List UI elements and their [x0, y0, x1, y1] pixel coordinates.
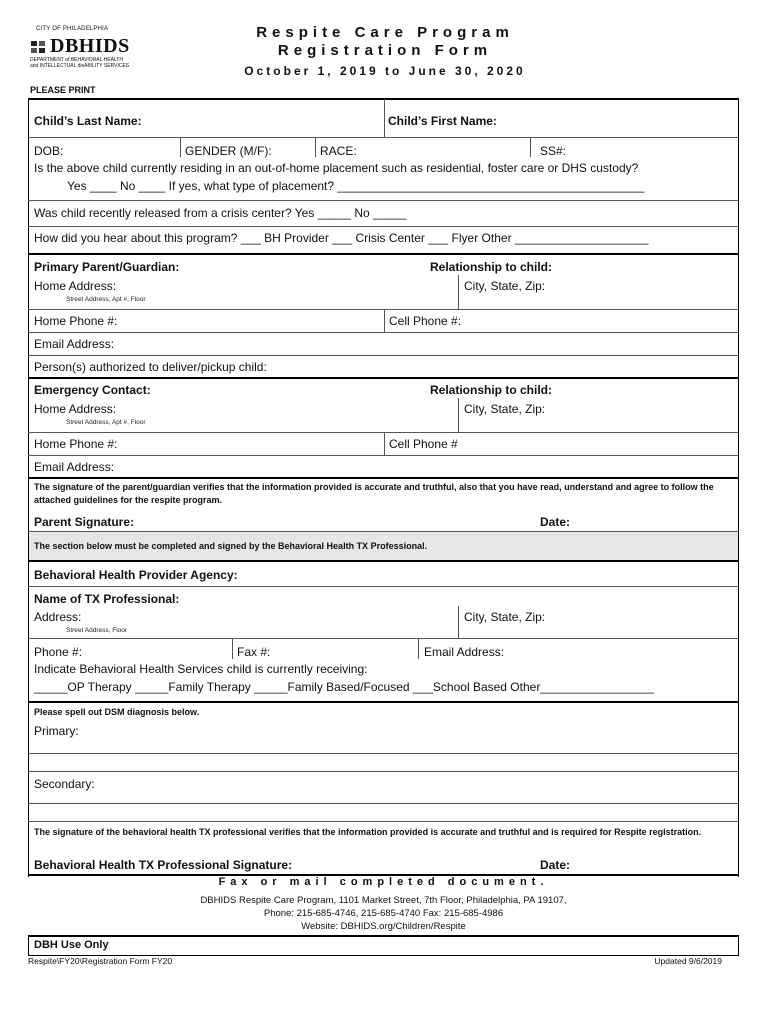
tx-signature-date-field[interactable]: Date:	[540, 858, 571, 872]
emergency-home-address-field[interactable]: Home Address:	[34, 402, 117, 416]
parent-home-address-field[interactable]: Home Address:	[34, 279, 117, 293]
emergency-relationship-field[interactable]: Relationship to child:	[430, 383, 552, 397]
divider	[28, 638, 739, 639]
logo-sub-line1: DEPARTMENT of BEHAVIORAL HEALTH	[30, 57, 123, 63]
logo-city-text: CITY OF PHILADELPHIA	[36, 26, 109, 32]
divider	[28, 137, 739, 138]
placement-question: Is the above child currently residing in an out-of-home placement such as residential, foster care or DHS custody?	[34, 161, 639, 175]
bh-section-note: The section below must be completed and signed by the Behavioral Health TX Professional.	[34, 541, 428, 551]
divider	[28, 753, 739, 754]
parent-signature-statement: The signature of the parent/guardian verifies that the information provided is accurate and truthful, also that you have read, understand and agree to follow the attached guidelines for the respite program.	[34, 482, 714, 505]
parent-signature-field[interactable]: Parent Signature:	[34, 515, 135, 529]
parent-city-state-zip-field[interactable]: City, State, Zip:	[464, 279, 546, 293]
program-phone: Phone: 215-685-4746, 215-685-4740 Fax: 215-685-4986	[263, 908, 504, 919]
tx-signature-field[interactable]: Behavioral Health TX Professional Signature:	[34, 858, 293, 872]
dsm-instruction: Please spell out DSM diagnosis below.	[34, 707, 200, 717]
dbh-use-only-label: DBH Use Only	[34, 939, 109, 951]
form-subtitle: Registration Form	[277, 42, 493, 59]
race-field[interactable]: RACE:	[320, 144, 357, 158]
divider	[28, 586, 739, 587]
parent-email-field[interactable]: Email Address:	[34, 337, 115, 351]
bh-email-field[interactable]: Email Address:	[424, 645, 505, 659]
form-dates: October 1, 2019 to June 30, 2020	[244, 64, 526, 78]
secondary-diagnosis-field[interactable]: Secondary:	[34, 777, 95, 791]
form-title: Respite Care Program	[256, 24, 514, 41]
tx-signature-statement: The signature of the behavioral health TX professional verifies that the information provided is accurate and truthful and is required for Respite registration.	[34, 827, 702, 837]
street-address-hint: Street Address, Floor	[66, 627, 128, 634]
street-address-hint: Street Address, Apt #, Floor	[66, 419, 146, 426]
divider	[28, 477, 739, 479]
column-divider	[458, 275, 459, 309]
emergency-cell-phone-field[interactable]: Cell Phone #	[389, 437, 458, 451]
logo-name: DBHIDS	[50, 35, 130, 57]
child-first-name-field[interactable]: Child’s First Name:	[388, 114, 497, 128]
divider	[28, 803, 739, 804]
please-print-label: PLEASE PRINT	[30, 85, 96, 95]
divider	[28, 355, 739, 356]
bh-city-state-zip-field[interactable]: City, State, Zip:	[464, 610, 546, 624]
authorized-pickup-field[interactable]: Person(s) authorized to deliver/pickup child:	[34, 360, 267, 374]
divider	[28, 200, 739, 201]
logo-subtitle	[30, 57, 129, 69]
emergency-city-state-zip-field[interactable]: City, State, Zip:	[464, 402, 546, 416]
column-divider	[458, 606, 459, 638]
parent-signature-date-field[interactable]: Date:	[540, 515, 571, 529]
bh-address-field[interactable]: Address:	[34, 610, 82, 624]
divider	[28, 332, 739, 333]
divider	[28, 701, 739, 703]
emergency-contact-field[interactable]: Emergency Contact:	[34, 383, 151, 397]
child-last-name-field[interactable]: Child’s Last Name:	[34, 114, 142, 128]
column-divider	[458, 398, 459, 432]
divider	[28, 560, 739, 562]
services-options-field[interactable]: _____OP Therapy _____Family Therapy _____Family Based/Focused ___School Based Other_________________	[34, 680, 654, 694]
emergency-email-field[interactable]: Email Address:	[34, 460, 115, 474]
column-divider	[418, 638, 419, 659]
fax-mail-instruction: Fax or mail completed document.	[218, 876, 549, 888]
column-divider	[384, 432, 385, 455]
gender-field[interactable]: GENDER (M/F):	[185, 144, 272, 158]
column-divider	[232, 638, 233, 659]
street-address-hint: Street Address, Apt #, Floor	[66, 296, 146, 303]
file-path-text: Respite\FY20\Registration Form FY20	[28, 956, 173, 966]
dob-field[interactable]: DOB:	[34, 144, 64, 158]
divider	[28, 455, 739, 456]
program-address: DBHIDS Respite Care Program, 1101 Market Street, 7th Floor, Philadelphia, PA 19107,	[200, 895, 567, 906]
dbhids-logo-icon	[30, 40, 46, 54]
primary-diagnosis-field[interactable]: Primary:	[34, 724, 79, 738]
parent-home-phone-field[interactable]: Home Phone #:	[34, 314, 118, 328]
column-divider	[180, 137, 181, 157]
placement-answer-field[interactable]: Yes ____ No ____ If yes, what type of placement? ______________________________________________	[67, 179, 645, 193]
column-divider	[315, 137, 316, 157]
column-divider	[384, 309, 385, 332]
updated-date-text: Updated 9/6/2019	[654, 956, 722, 966]
dbh-use-only-box	[28, 935, 739, 956]
divider	[28, 821, 739, 822]
services-question: Indicate Behavioral Health Services child is currently receiving:	[34, 662, 368, 676]
referral-source-field[interactable]: How did you hear about this program? ___ BH Provider ___ Crisis Center ___ Flyer Other ____________________	[34, 231, 649, 245]
divider	[28, 377, 739, 379]
column-divider	[530, 137, 531, 157]
parent-relationship-field[interactable]: Relationship to child:	[430, 260, 552, 274]
column-divider	[384, 99, 385, 137]
divider	[28, 253, 739, 255]
tx-professional-name-field[interactable]: Name of TX Professional:	[34, 592, 180, 606]
divider	[28, 771, 739, 772]
ssn-field[interactable]: SS#:	[540, 144, 567, 158]
bh-fax-field[interactable]: Fax #:	[237, 645, 271, 659]
program-website: Website: DBHIDS.org/Children/Respite	[301, 921, 466, 932]
parent-cell-phone-field[interactable]: Cell Phone #:	[389, 314, 462, 328]
crisis-center-field[interactable]: Was child recently released from a crisis center? Yes _____ No _____	[34, 206, 407, 220]
primary-parent-field[interactable]: Primary Parent/Guardian:	[34, 260, 180, 274]
emergency-home-phone-field[interactable]: Home Phone #:	[34, 437, 118, 451]
logo-sub-line2: and INTELLECTUAL disABILITY SERVICES	[30, 63, 130, 69]
bh-provider-agency-field[interactable]: Behavioral Health Provider Agency:	[34, 568, 238, 582]
bh-phone-field[interactable]: Phone #:	[34, 645, 83, 659]
divider	[28, 226, 739, 227]
